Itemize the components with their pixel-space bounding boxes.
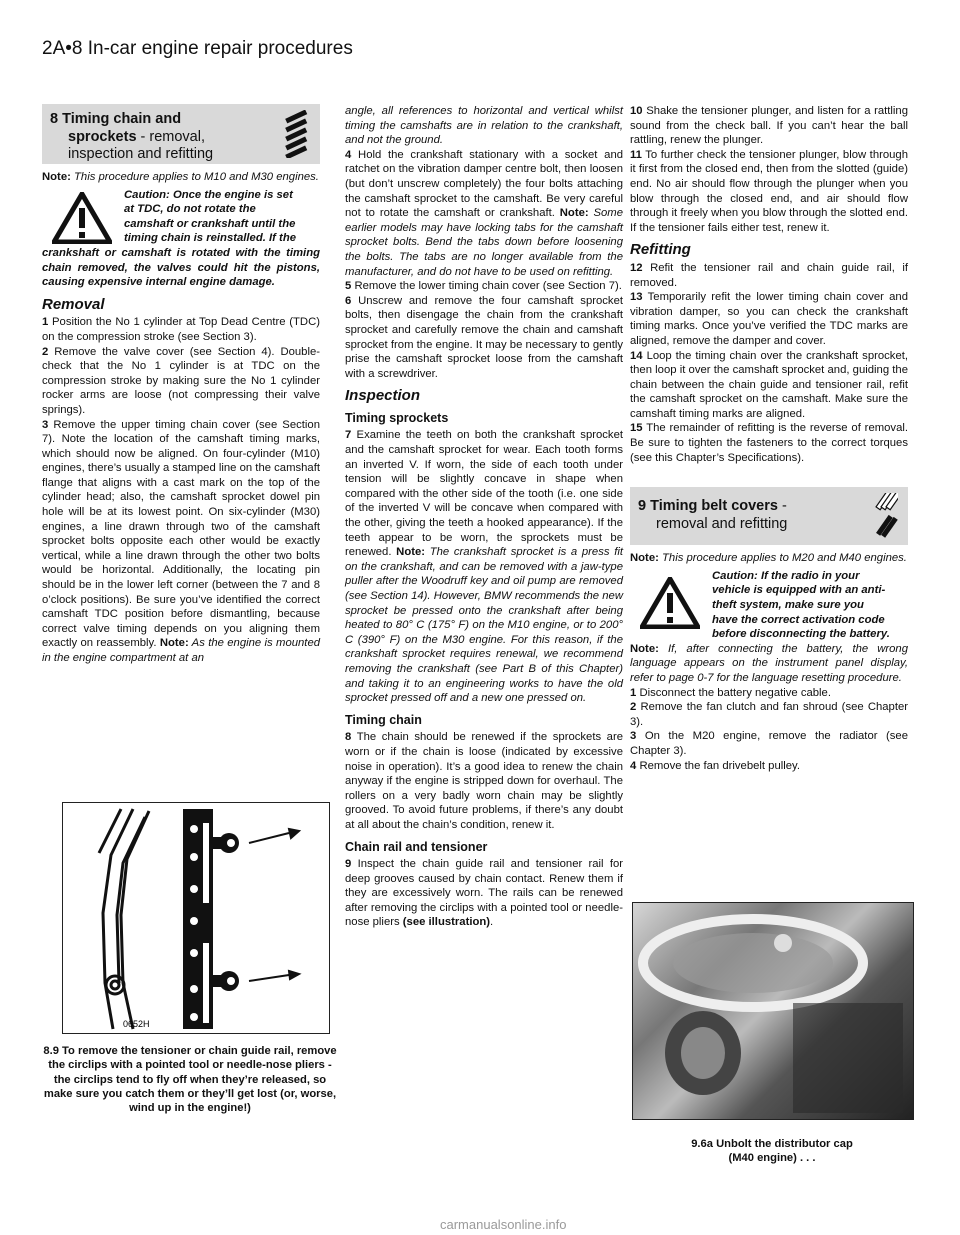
section-8-title: 8 Timing chain and (50, 111, 182, 127)
step-4: 4 Hold the crankshaft stationary with a socket and ratchet on the vibration damper centre bolt, then loosen (but don’t unscrew completely) the four bolts attaching the camshaft sprocket to the camshaft. Be very careful not to rotate the camshaft or crankshaft. Note: Some earlier models may have locking tabs for the camshaft sprocket bolts. Bend the tabs down before loosening the bolts. The tabs are no longer available from the manufacturer, and do not have to be used on refitting. (345, 148, 624, 278)
section-9-header (630, 487, 908, 545)
step-2: 2 Remove the valve cover (see Section 4). Double-check that the No 1 cylinder is at TDC on the compression stroke by making sure the No 1 cylinder rocker arms are loose (not compressing their valve springs). (42, 345, 321, 416)
warning-triangle-icon (640, 577, 700, 629)
step-8: 8 The chain should be renewed if the sprockets are worn or if the chain is loose (indicated by excessive noise in operation). It’s a good idea to renew the chain anyway if the engine is stripped down for overhaul. The rollers on a very badly worn chain may be slightly grooved. To avoid future problems, if there’s any doubt at all about the chain’s condition, renew it. (345, 731, 624, 831)
distributor-cap-photo (632, 902, 914, 1120)
section-8-header (42, 104, 320, 164)
step-13: 13 Temporarily refit the lower timing chain cover and vibration damper, so you can check the crankshaft timing marks. Once you’ve verified the TDC marks are aligned, remove the damper and cover. (630, 291, 908, 347)
figure-code: 0652H (123, 1019, 150, 1029)
s9-step-2: 2 Remove the fan clutch and fan shroud (see Chapter 3). (630, 701, 909, 728)
s9-step-4: 4 Remove the fan drivebelt pulley. (630, 759, 800, 772)
step-14: 14 Loop the timing chain over the crankshaft sprocket, then loop it over the camshaft sprocket and, guiding the chain between the chain guide and tensioner rail, refit the camshaft sprocket on the camshaft. Make sure the camshaft timing marks are aligned. (630, 349, 909, 420)
step-1: 1 Position the No 1 cylinder at Top Dead Centre (TDC) on the compression stroke (see Section 3). (42, 316, 320, 343)
column-1 (42, 104, 320, 666)
s9-step-1: 1 Disconnect the battery negative cable. (630, 686, 831, 699)
section-9-title-line2: removal and refitting (656, 516, 788, 533)
chain-rail-illustration (63, 803, 329, 1033)
section-8-title-line2: sprockets - removal, (68, 129, 206, 145)
column-2 (345, 104, 623, 930)
section-8-title-line3: inspection and refitting (68, 146, 214, 162)
figure-8-9-caption: 8.9 To remove the tensioner or chain guide rail, remove the circlips with a pointed tool or needle-nose pliers - the circlips tend to fly off when they’re released, so make sure you catch them or they’ll get lost (or, worse, wind up in the engine!) (43, 1045, 337, 1115)
section-9-title: 9 Timing belt covers - (638, 498, 787, 515)
difficulty-spanner-icon (870, 493, 898, 541)
difficulty-spanner-icon (282, 110, 310, 158)
step-10: 10 Shake the tensioner plunger, and listen for a rattling sound from the check ball. If you can’t hear the ball rattling, renew the plunger. (630, 105, 908, 147)
step-5: 5 Remove the lower timing chain cover (see Section 7). (345, 280, 622, 293)
removal-heading: Removal (42, 295, 105, 313)
s9-step-3: 3 On the M20 engine, remove the radiator (see Chapter 3). (630, 730, 908, 757)
step-15: 15 The remainder of refitting is the reverse of removal. Be sure to tighten the fasteners to the correct torques (see this Chapter’s Specifications). (630, 422, 909, 464)
section-8-note: Note: This procedure applies to M10 and M30 engines. (42, 171, 319, 183)
page-header: 2A•8 In-car engine repair procedures (42, 38, 353, 59)
inspection-heading: Inspection (345, 387, 421, 405)
refitting-heading: Refitting (630, 241, 691, 259)
section-9-note-2: Note: If, after connecting the battery, the wrong language appears on the instrument panel display, refer to page 0-7 for the language resetting procedure. (630, 642, 908, 684)
step-6: 6 Unscrew and remove the four camshaft sprocket bolts, then disengage the chain from the crankshaft sprocket and carefully remove the chain and camshaft sprocket from the engine. It may be necessary to gently prise the camshaft sprocket loose from the camshaft with a screwdriver. (345, 294, 623, 380)
section-9-note: Note: This procedure applies to M20 and M40 engines. (630, 552, 907, 565)
footer-watermark: carmanualsonline.info (440, 1217, 567, 1232)
column-3 (630, 104, 908, 773)
figure-8-9 (62, 802, 330, 1034)
step-3-continued: angle, all references to horizontal and vertical whilst timing the camshafts are in relation to the crankshaft, and not the ground. (345, 105, 623, 147)
timing-sprockets-heading: Timing sprockets (345, 410, 449, 425)
warning-triangle-icon (52, 192, 112, 244)
section-8-caution: Caution: Once the engine is set at TDC, do not rotate the camshaft or crankshaft until the timing chain is reinstalled. If the crankshaft or camshaft is rotated with the timing chain removed, the valves could hit the pistons, causing expensive internal engine damage. (42, 188, 320, 289)
chain-rail-heading: Chain rail and tensioner (345, 839, 488, 854)
step-12: 12 Refit the tensioner rail and chain guide rail, if removed. (630, 261, 908, 289)
step-7: 7 Examine the teeth on both the crankshaft sprocket and the camshaft sprocket for wear. Each tooth forms an inverted V. If worn, the side of each tooth under tension will be slightly concave in shape when compared with the other side of the tooth (i.e. one side of the inverted V will be concave when compared with the other, giving the teeth a hooked appearance). If the teeth appear to be worn, the sprockets must be renewed. Note: The crankshaft sprocket is a press fit on the crankshaft, and can be removed with a jaw-type puller after the Woodruff key and oil pump are removed (see Section 14). However, BMW recommends the new sprocket be pressed onto the crankshaft after being heated to 80° C (175° F) on the M10 engine, or to 200° C (390° F) on the M30 engine. For this reason, if the crankshaft sprocket requires renewal, we recommend removing the crankshaft (see Part B of this Chapter) and taking it to an engineering works to have the old sprocket pressed off and a new one pressed on. (345, 429, 623, 705)
step-9: 9 Inspect the chain guide rail and tensioner rail for deep grooves caused by chain contact. Renew them if they are excessively worn. The rails can be renewed after removing the circlips with a pointed tool or needle-nose pliers (see illustration). (345, 858, 623, 929)
timing-chain-heading: Timing chain (345, 712, 422, 727)
step-3: 3 Remove the upper timing chain cover (see Section 7). Note the location of the camshaft timing marks, which should now be aligned. On four-cylinder (M10) engines, there’s usually a stamped line on the camshaft flange that aligns with a cast mark on the top of the cylinder head; also, the camshaft sprocket dowel pin hole will be at its lowest point. On six-cylinder (M30) engines, a line drawn through two of the camshaft sprocket bolts opposite each other would be exactly vertical, while a line drawn through the other two bolts would be horizontal. Additionally, the locating pin should be in the lower left corner (between the 7 and 8 o’clock positions). Be sure you’ve identified the correct camshaft TDC position before dismantling, because correct valve timing depends on you aligning them exactly on reassembly. Note: As the engine is mounted in the engine compartment at an (42, 418, 321, 664)
section-9-caution: Caution: If the radio in your vehicle is equipped with an anti- theft system, make sure you have the correct activation code before disconnecting the battery. (630, 569, 908, 642)
photo-caption: 9.6a Unbolt the distributor cap (M40 engine) . . . (691, 1138, 853, 1165)
step-11: 11 To further check the tensioner plunger, blow through it first from the closed end, then from the slotted (guide) end. No air should flow through the plunger when you blow through the closed end, and air should flow through it freely when you blow through the slotted end. If the tensioner fails either test, renew it. (630, 148, 908, 234)
